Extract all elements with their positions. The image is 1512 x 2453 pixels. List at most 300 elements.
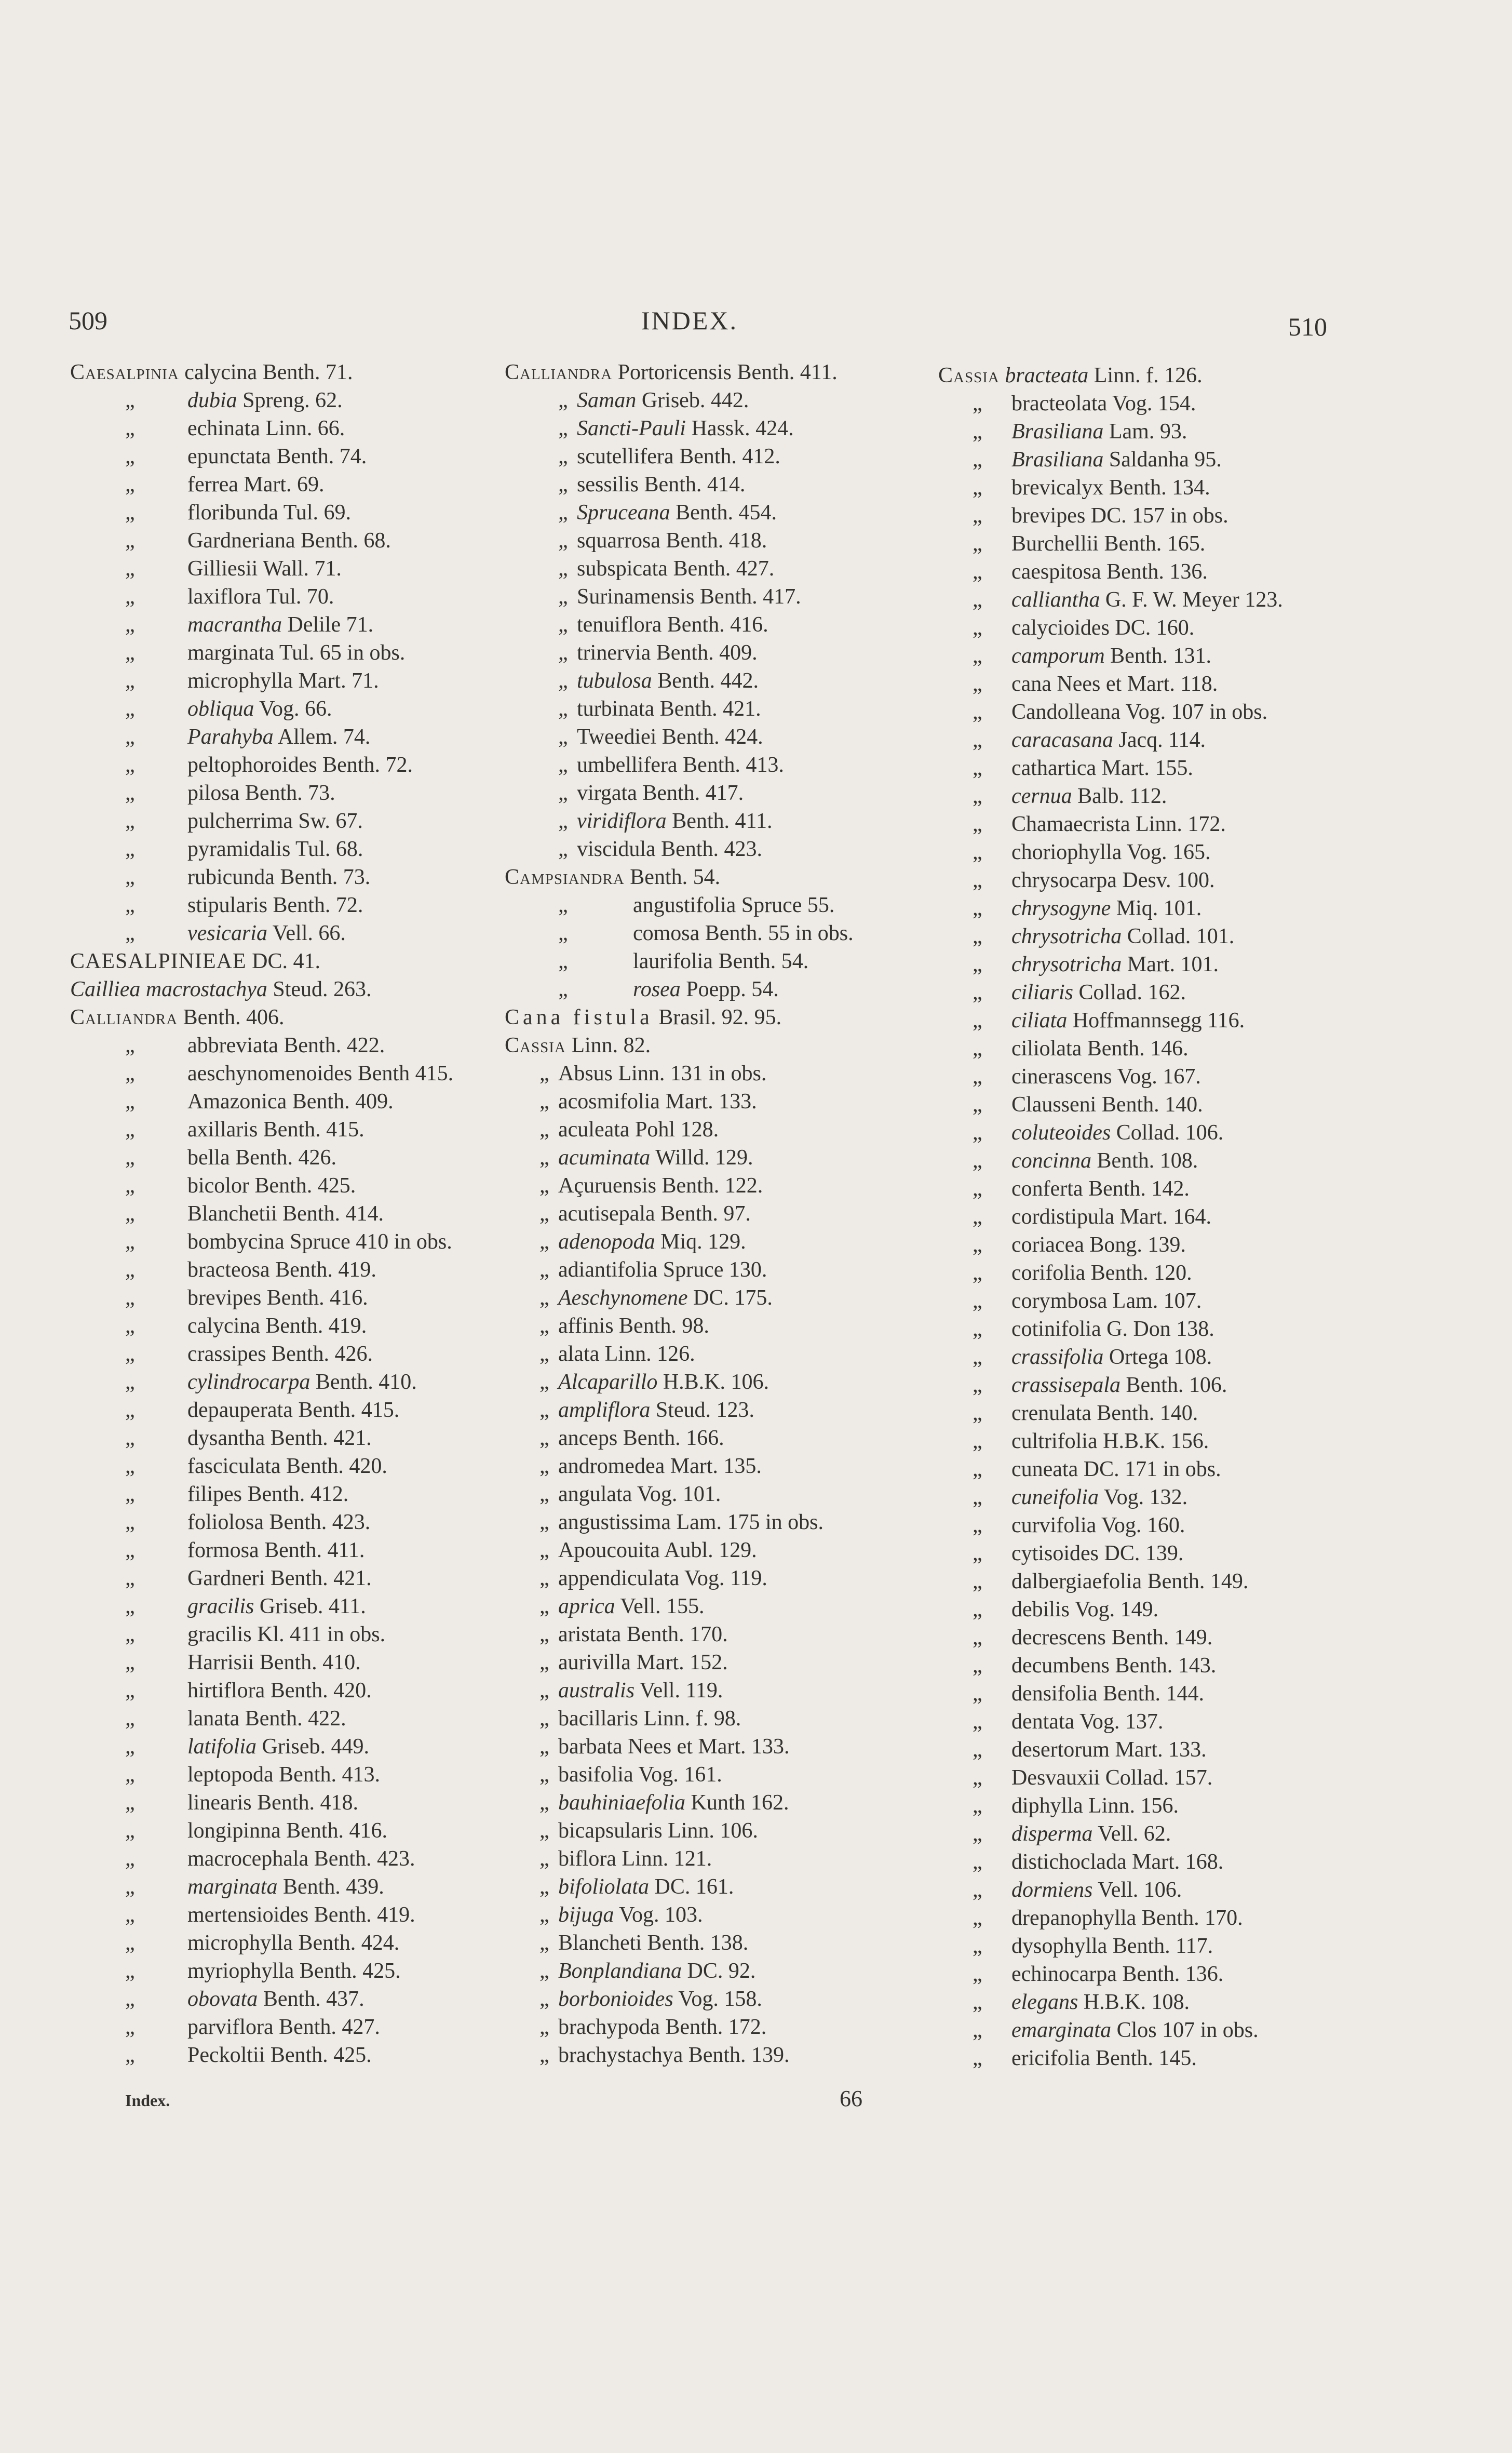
taxon-name: diphylla: [1011, 1794, 1083, 1818]
citation: Benth. 54.: [718, 949, 809, 973]
index-entry: [505, 1901, 854, 1929]
index-entry: [938, 1736, 1283, 1764]
index-entry: [70, 1172, 453, 1200]
taxon-name: cylindrocarpa: [187, 1370, 310, 1394]
citation: Mart. 135.: [670, 1454, 762, 1478]
taxon-name: umbellifera: [577, 753, 678, 777]
citation: Benth. 170.: [1141, 1906, 1243, 1930]
ditto-mark: „: [973, 700, 982, 724]
ditto-mark: „: [558, 557, 568, 581]
ditto-mark: „: [125, 417, 135, 440]
index-entry: [70, 443, 453, 471]
ditto-mark: „: [973, 1878, 982, 1902]
ditto-mark: „: [973, 1682, 982, 1706]
taxon-name: acutisepala: [558, 1202, 655, 1226]
citation: G. F. W. Meyer 123.: [1105, 588, 1283, 612]
index-entry: [505, 611, 854, 639]
citation: Spruce 410 in obs.: [290, 1230, 452, 1254]
citation: Wall. 71.: [263, 557, 342, 581]
index-entry: [505, 527, 854, 555]
citation: Benth. 417.: [699, 585, 801, 609]
index-column: [505, 358, 854, 2069]
ditto-mark: „: [125, 1454, 135, 1478]
citation: Griseb. 449.: [262, 1735, 369, 1759]
citation: DC. 157 in obs.: [1090, 504, 1228, 528]
ditto-mark: „: [558, 809, 568, 833]
citation: Nees et Mart. 133.: [628, 1735, 790, 1759]
index-entry: [505, 414, 854, 443]
index-entry: [70, 919, 453, 947]
index-entry: [505, 1116, 854, 1144]
citation: Benth. 172.: [665, 2015, 767, 2039]
taxon-name: crassifolia: [1011, 1345, 1104, 1369]
taxon-name: densifolia: [1011, 1682, 1098, 1706]
index-entry: [70, 1592, 453, 1620]
ditto-mark: „: [125, 1623, 135, 1646]
ditto-mark: „: [558, 781, 568, 805]
index-entry: [505, 667, 854, 695]
ditto-mark: „: [973, 1710, 982, 1734]
ditto-mark: „: [125, 641, 135, 665]
taxon-name: alata: [558, 1342, 600, 1366]
taxon-name: Burchellii: [1011, 532, 1099, 556]
citation: Linn. 121.: [622, 1847, 712, 1871]
taxon-name: conferta: [1011, 1177, 1083, 1201]
citation: Benth. 418.: [257, 1791, 358, 1815]
ditto-mark: „: [558, 893, 568, 917]
ditto-mark: „: [125, 1791, 135, 1815]
citation: Benth. 98.: [619, 1314, 709, 1338]
index-entry: [70, 2013, 453, 2041]
taxon-name: bifoliolata: [558, 1875, 650, 1899]
index-entry: [505, 1003, 854, 1031]
index-entry: [70, 527, 453, 555]
ditto-mark: „: [539, 1763, 549, 1787]
citation: Benth. 409.: [656, 641, 758, 665]
taxon-name: ferrea: [187, 473, 238, 497]
ditto-mark: „: [125, 809, 135, 833]
citation: Vell. 62.: [1098, 1822, 1171, 1846]
ditto-mark: „: [125, 1903, 135, 1927]
citation: Linn. 66.: [265, 417, 345, 440]
citation: Miq. 129.: [660, 1230, 746, 1254]
citation: Vog. 154.: [1112, 392, 1196, 415]
index-entry: [938, 1876, 1283, 1904]
taxon-name: aprica: [558, 1594, 615, 1618]
ditto-mark: „: [539, 1566, 549, 1590]
citation: Vell. 66.: [272, 921, 346, 945]
index-entry: [505, 1985, 854, 2013]
index-entry: [70, 1060, 453, 1088]
citation: Ortega 108.: [1109, 1345, 1212, 1369]
citation: DC. 175.: [693, 1286, 773, 1310]
index-entry: [505, 1873, 854, 1901]
taxon-name: bicolor: [187, 1174, 249, 1198]
citation: Vog. 137.: [1079, 1710, 1164, 1734]
citation: Vog. 165.: [1127, 840, 1211, 864]
citation: Allem. 74.: [277, 725, 371, 749]
citation: Willd. 129.: [655, 1146, 753, 1170]
ditto-mark: „: [973, 392, 982, 415]
citation: Linn. f. 98.: [643, 1707, 741, 1731]
ditto-mark: „: [125, 1538, 135, 1562]
index-entry: [938, 978, 1283, 1007]
ditto-mark: „: [973, 1093, 982, 1117]
index-entry: [70, 499, 453, 527]
ditto-mark: „: [973, 1906, 982, 1930]
ditto-mark: „: [558, 501, 568, 525]
footer-signature: Index.: [125, 2091, 170, 2110]
taxon-name: distichoclada: [1011, 1850, 1127, 1874]
index-entry: [505, 723, 854, 751]
index-entry: [938, 1175, 1283, 1203]
index-entry: [505, 386, 854, 414]
taxon-name: Apoucouita: [558, 1538, 660, 1562]
taxon-name: decrescens: [1011, 1626, 1106, 1650]
citation: Benth. 106.: [1126, 1373, 1227, 1397]
ditto-mark: „: [125, 2015, 135, 2039]
index-entry: [505, 2013, 854, 2041]
taxon-name: borbonioides: [558, 1987, 673, 2011]
ditto-mark: „: [125, 1314, 135, 1338]
index-entry: [505, 1761, 854, 1789]
index-entry: [505, 1817, 854, 1845]
index-entry: [938, 1596, 1283, 1624]
ditto-mark: „: [558, 585, 568, 609]
ditto-mark: „: [125, 1763, 135, 1787]
index-entry: [938, 1652, 1283, 1680]
taxon-name: echinocarpa: [1011, 1962, 1117, 1986]
page-number-right: 510: [1288, 312, 1327, 341]
ditto-mark: „: [973, 560, 982, 584]
index-block: [70, 947, 453, 975]
index-column: [70, 358, 453, 2069]
citation: Benth. 425.: [270, 2043, 372, 2067]
index-entry: [938, 726, 1283, 754]
index-entry: [938, 1848, 1283, 1876]
ditto-mark: „: [539, 1651, 549, 1674]
ditto-mark: „: [539, 1286, 549, 1310]
citation: Desv. 100.: [1122, 868, 1215, 892]
citation: Mart. 152.: [636, 1651, 728, 1674]
index-entry: [505, 947, 854, 975]
citation: H.B.K. 108.: [1083, 1990, 1190, 2014]
citation: Benth. 410.: [315, 1370, 417, 1394]
citation: Benth. 421.: [659, 697, 761, 721]
taxon-name: Saman: [577, 388, 637, 412]
index-entry: [70, 1396, 453, 1424]
taxon-name: bijuga: [558, 1903, 614, 1927]
index-entry: [70, 414, 453, 443]
citation: Clos 107 in obs.: [1116, 2018, 1259, 2042]
index-entry: [938, 1624, 1283, 1652]
ditto-mark: „: [973, 784, 982, 808]
taxon-name: coluteoides: [1011, 1121, 1111, 1145]
index-entry: [505, 471, 854, 499]
index-entry: [938, 1427, 1283, 1455]
citation: Linn. 131 in obs.: [618, 1062, 767, 1085]
citation: Linn. 172.: [1136, 812, 1226, 836]
index-entry: [505, 1200, 854, 1228]
citation: Benth. 108.: [1097, 1149, 1198, 1173]
ditto-mark: „: [973, 1345, 982, 1369]
index-entry: [70, 1564, 453, 1592]
taxon-name: viscidula: [577, 837, 656, 861]
taxon-name: calycioides: [1011, 616, 1110, 640]
taxon-name: australis: [558, 1679, 635, 1703]
index-entry: [505, 1508, 854, 1536]
ditto-mark: „: [125, 1707, 135, 1731]
citation: Mart. 101.: [1127, 953, 1219, 976]
ditto-mark: „: [125, 1875, 135, 1899]
ditto-mark: „: [973, 616, 982, 640]
citation: Tul. 69.: [283, 501, 352, 525]
citation: Mart. 133.: [1115, 1738, 1207, 1762]
taxon-name: gracilis: [187, 1623, 252, 1646]
index-entry: [70, 358, 453, 386]
citation: Benth. 423.: [314, 1847, 415, 1871]
citation: Vog. 107 in obs.: [1125, 700, 1268, 724]
citation: Benth. 420.: [270, 1679, 372, 1703]
taxon-name: viridiflora: [577, 809, 667, 833]
ditto-mark: „: [125, 473, 135, 497]
citation: Benth. 71.: [262, 360, 353, 384]
taxon-name: Brasiliana: [1011, 420, 1104, 444]
index-entry: [70, 555, 453, 583]
index-entry: [70, 1957, 453, 1985]
ditto-mark: „: [558, 949, 568, 973]
citation: Spreng. 62.: [242, 388, 343, 412]
footer-sheet-number: 66: [840, 2086, 862, 2111]
index-entry: [70, 583, 453, 611]
citation: Benth. 170.: [626, 1623, 728, 1646]
taxon-name: myriophylla: [187, 1959, 294, 1983]
index-entry: [938, 810, 1283, 838]
ditto-mark: „: [973, 1177, 982, 1201]
ditto-mark: „: [125, 1118, 135, 1142]
index-entry: [938, 1455, 1283, 1483]
taxon-name: Surinamensis: [577, 585, 695, 609]
index-block: [70, 975, 453, 1003]
citation: Benth. 73.: [245, 781, 335, 805]
ditto-mark: „: [973, 1598, 982, 1621]
citation: Benth. 421.: [270, 1566, 372, 1590]
citation: Steud. 263.: [273, 977, 372, 1001]
ditto-mark: „: [539, 1118, 549, 1142]
index-entry: [70, 667, 453, 695]
citation: Benth. 406.: [183, 1006, 285, 1029]
taxon-name: macrantha: [187, 613, 282, 637]
ditto-mark: „: [973, 812, 982, 836]
taxon-name: cuneata: [1011, 1457, 1078, 1481]
ditto-mark: „: [125, 669, 135, 693]
taxon-name: brevipes: [1011, 504, 1086, 528]
citation: Benth. 73.: [280, 865, 371, 889]
index-entry: [70, 639, 453, 667]
citation: Benth. 418.: [666, 529, 767, 553]
citation: DC. 92.: [687, 1959, 756, 1983]
index-entry: [938, 1119, 1283, 1147]
ditto-mark: „: [539, 1062, 549, 1085]
citation: Benth. 165.: [1104, 532, 1206, 556]
ditto-mark: „: [973, 420, 982, 444]
taxon-name: longipinna: [187, 1819, 281, 1843]
citation: Benth. 437.: [263, 1987, 365, 2011]
citation: Kunth 162.: [691, 1791, 789, 1815]
taxon-name: abbreviata: [187, 1034, 278, 1057]
index-entry: [505, 1088, 854, 1116]
taxon-name: Cailliea macrostachya: [70, 977, 267, 1001]
taxon-name: crassisepala: [1011, 1373, 1120, 1397]
ditto-mark: „: [539, 1426, 549, 1450]
index-entry: [70, 471, 453, 499]
index-entry: [938, 894, 1283, 922]
index-entry: [505, 807, 854, 835]
taxon-name: mertensioides: [187, 1903, 309, 1927]
ditto-mark: „: [539, 1875, 549, 1899]
citation: DC. 139.: [1104, 1541, 1184, 1565]
taxon-name: stipularis: [187, 893, 267, 917]
index-entry: [938, 838, 1283, 866]
taxon-name: Gilliesii: [187, 557, 258, 581]
taxon-name: curvifolia: [1011, 1513, 1097, 1537]
taxon-name: leptopoda: [187, 1763, 274, 1787]
ditto-mark: „: [973, 1654, 982, 1678]
citation: Benth. 425.: [299, 1959, 401, 1983]
citation: Benth. 54.: [630, 865, 721, 889]
citation: Brasil. 92. 95.: [658, 1006, 782, 1029]
index-entry: [505, 1592, 854, 1620]
ditto-mark: „: [125, 388, 135, 412]
index-entry: [505, 1340, 854, 1368]
citation: Poepp. 54.: [686, 977, 779, 1001]
citation: Benth. 415.: [298, 1398, 400, 1422]
index-block: [505, 1031, 854, 2069]
index-entry: [505, 499, 854, 527]
citation: Linn. 126.: [604, 1342, 695, 1366]
taxon-name: dormiens: [1011, 1878, 1093, 1902]
ditto-mark: „: [558, 697, 568, 721]
citation: Steud. 123.: [655, 1398, 755, 1422]
ditto-mark: „: [973, 1149, 982, 1173]
ditto-mark: „: [125, 1594, 135, 1618]
citation: Nees et Mart. 118.: [1057, 672, 1218, 696]
index-entry: [938, 1511, 1283, 1539]
ditto-mark: „: [973, 953, 982, 976]
citation: Pohl 128.: [635, 1118, 719, 1142]
taxon-name: caespitosa: [1011, 560, 1101, 584]
taxon-name: cotinifolia: [1011, 1317, 1101, 1341]
index-entry: [505, 863, 854, 891]
taxon-name: aurivilla: [558, 1651, 631, 1674]
taxon-name: biflora: [558, 1847, 616, 1871]
citation: Lam. 93.: [1109, 420, 1187, 444]
citation: Kl. 411 in obs.: [257, 1623, 386, 1646]
ditto-mark: „: [125, 1482, 135, 1506]
index-entry: [505, 1424, 854, 1452]
taxon-name: formosa: [187, 1538, 259, 1562]
index-block: [70, 358, 453, 947]
ditto-mark: „: [539, 1959, 549, 1983]
ditto-mark: „: [539, 1903, 549, 1927]
index-entry: [70, 386, 453, 414]
index-entry: [505, 1845, 854, 1873]
taxon-name: cinerascens: [1011, 1065, 1112, 1089]
ditto-mark: „: [973, 588, 982, 612]
ditto-mark: „: [539, 1314, 549, 1338]
index-entry: [505, 1031, 854, 1060]
citation: Vog. 119.: [684, 1566, 767, 1590]
index-entry: [70, 1817, 453, 1845]
citation: Benth. 415.: [263, 1118, 365, 1142]
index-entry: [70, 947, 453, 975]
ditto-mark: „: [125, 1566, 135, 1590]
ditto-mark: „: [125, 1847, 135, 1871]
index-entry: [938, 446, 1283, 474]
index-entry: [938, 1792, 1283, 1820]
citation: Benth. 139.: [688, 2043, 790, 2067]
taxon-name: Gardneri: [187, 1566, 265, 1590]
index-entry: [70, 1677, 453, 1705]
index-entry: [938, 670, 1283, 698]
ditto-mark: „: [539, 1258, 549, 1282]
index-entry: [70, 1452, 453, 1480]
ditto-mark: „: [973, 1738, 982, 1762]
ditto-mark: „: [125, 2043, 135, 2067]
citation: Griseb. 411.: [259, 1594, 366, 1618]
taxon-name: Spruceana: [577, 501, 670, 525]
index-entry: [938, 530, 1283, 558]
citation: Benth. 166.: [623, 1426, 724, 1450]
index-entry: [505, 1536, 854, 1564]
taxon-name: foliolosa: [187, 1510, 264, 1534]
citation: Benth. 421.: [270, 1426, 372, 1450]
taxon-name: Açuruensis: [558, 1174, 656, 1198]
taxon-name: cuneifolia: [1011, 1485, 1099, 1509]
taxon-name: corymbosa: [1011, 1289, 1108, 1313]
taxon-name: epunctata: [187, 445, 271, 468]
taxon-name: acosmifolia: [558, 1090, 660, 1114]
ditto-mark: „: [125, 613, 135, 637]
taxon-name: Brasiliana: [1011, 448, 1104, 472]
citation: Vog. 66.: [259, 697, 332, 721]
index-entry: [505, 835, 854, 863]
ditto-mark: „: [125, 557, 135, 581]
taxon-name: floribunda: [187, 501, 278, 525]
citation: Benth. 120.: [1090, 1261, 1192, 1285]
taxon-name: rosea: [633, 977, 681, 1001]
taxon-name: corifolia: [1011, 1261, 1086, 1285]
taxon-name: Clausseni: [1011, 1093, 1097, 1117]
index-entry: [505, 1620, 854, 1648]
genus-heading: Cassia: [505, 1034, 566, 1057]
index-entry: [938, 1483, 1283, 1511]
ditto-mark: „: [125, 1651, 135, 1674]
citation: Griseb. 442.: [641, 388, 749, 412]
ditto-mark: „: [539, 1623, 549, 1646]
citation: Collad. 101.: [1127, 924, 1235, 948]
index-entry: [505, 555, 854, 583]
index-entry: [70, 1620, 453, 1648]
taxon-name: calycina: [187, 1314, 260, 1338]
ditto-mark: „: [125, 865, 135, 889]
taxon-name: acuminata: [558, 1146, 651, 1170]
index-entry: [70, 723, 453, 751]
ditto-mark: „: [558, 921, 568, 945]
citation: Benth. 146.: [1087, 1037, 1189, 1061]
citation: H.B.K. 156.: [1103, 1429, 1209, 1453]
citation: Vog. 160.: [1101, 1513, 1185, 1537]
